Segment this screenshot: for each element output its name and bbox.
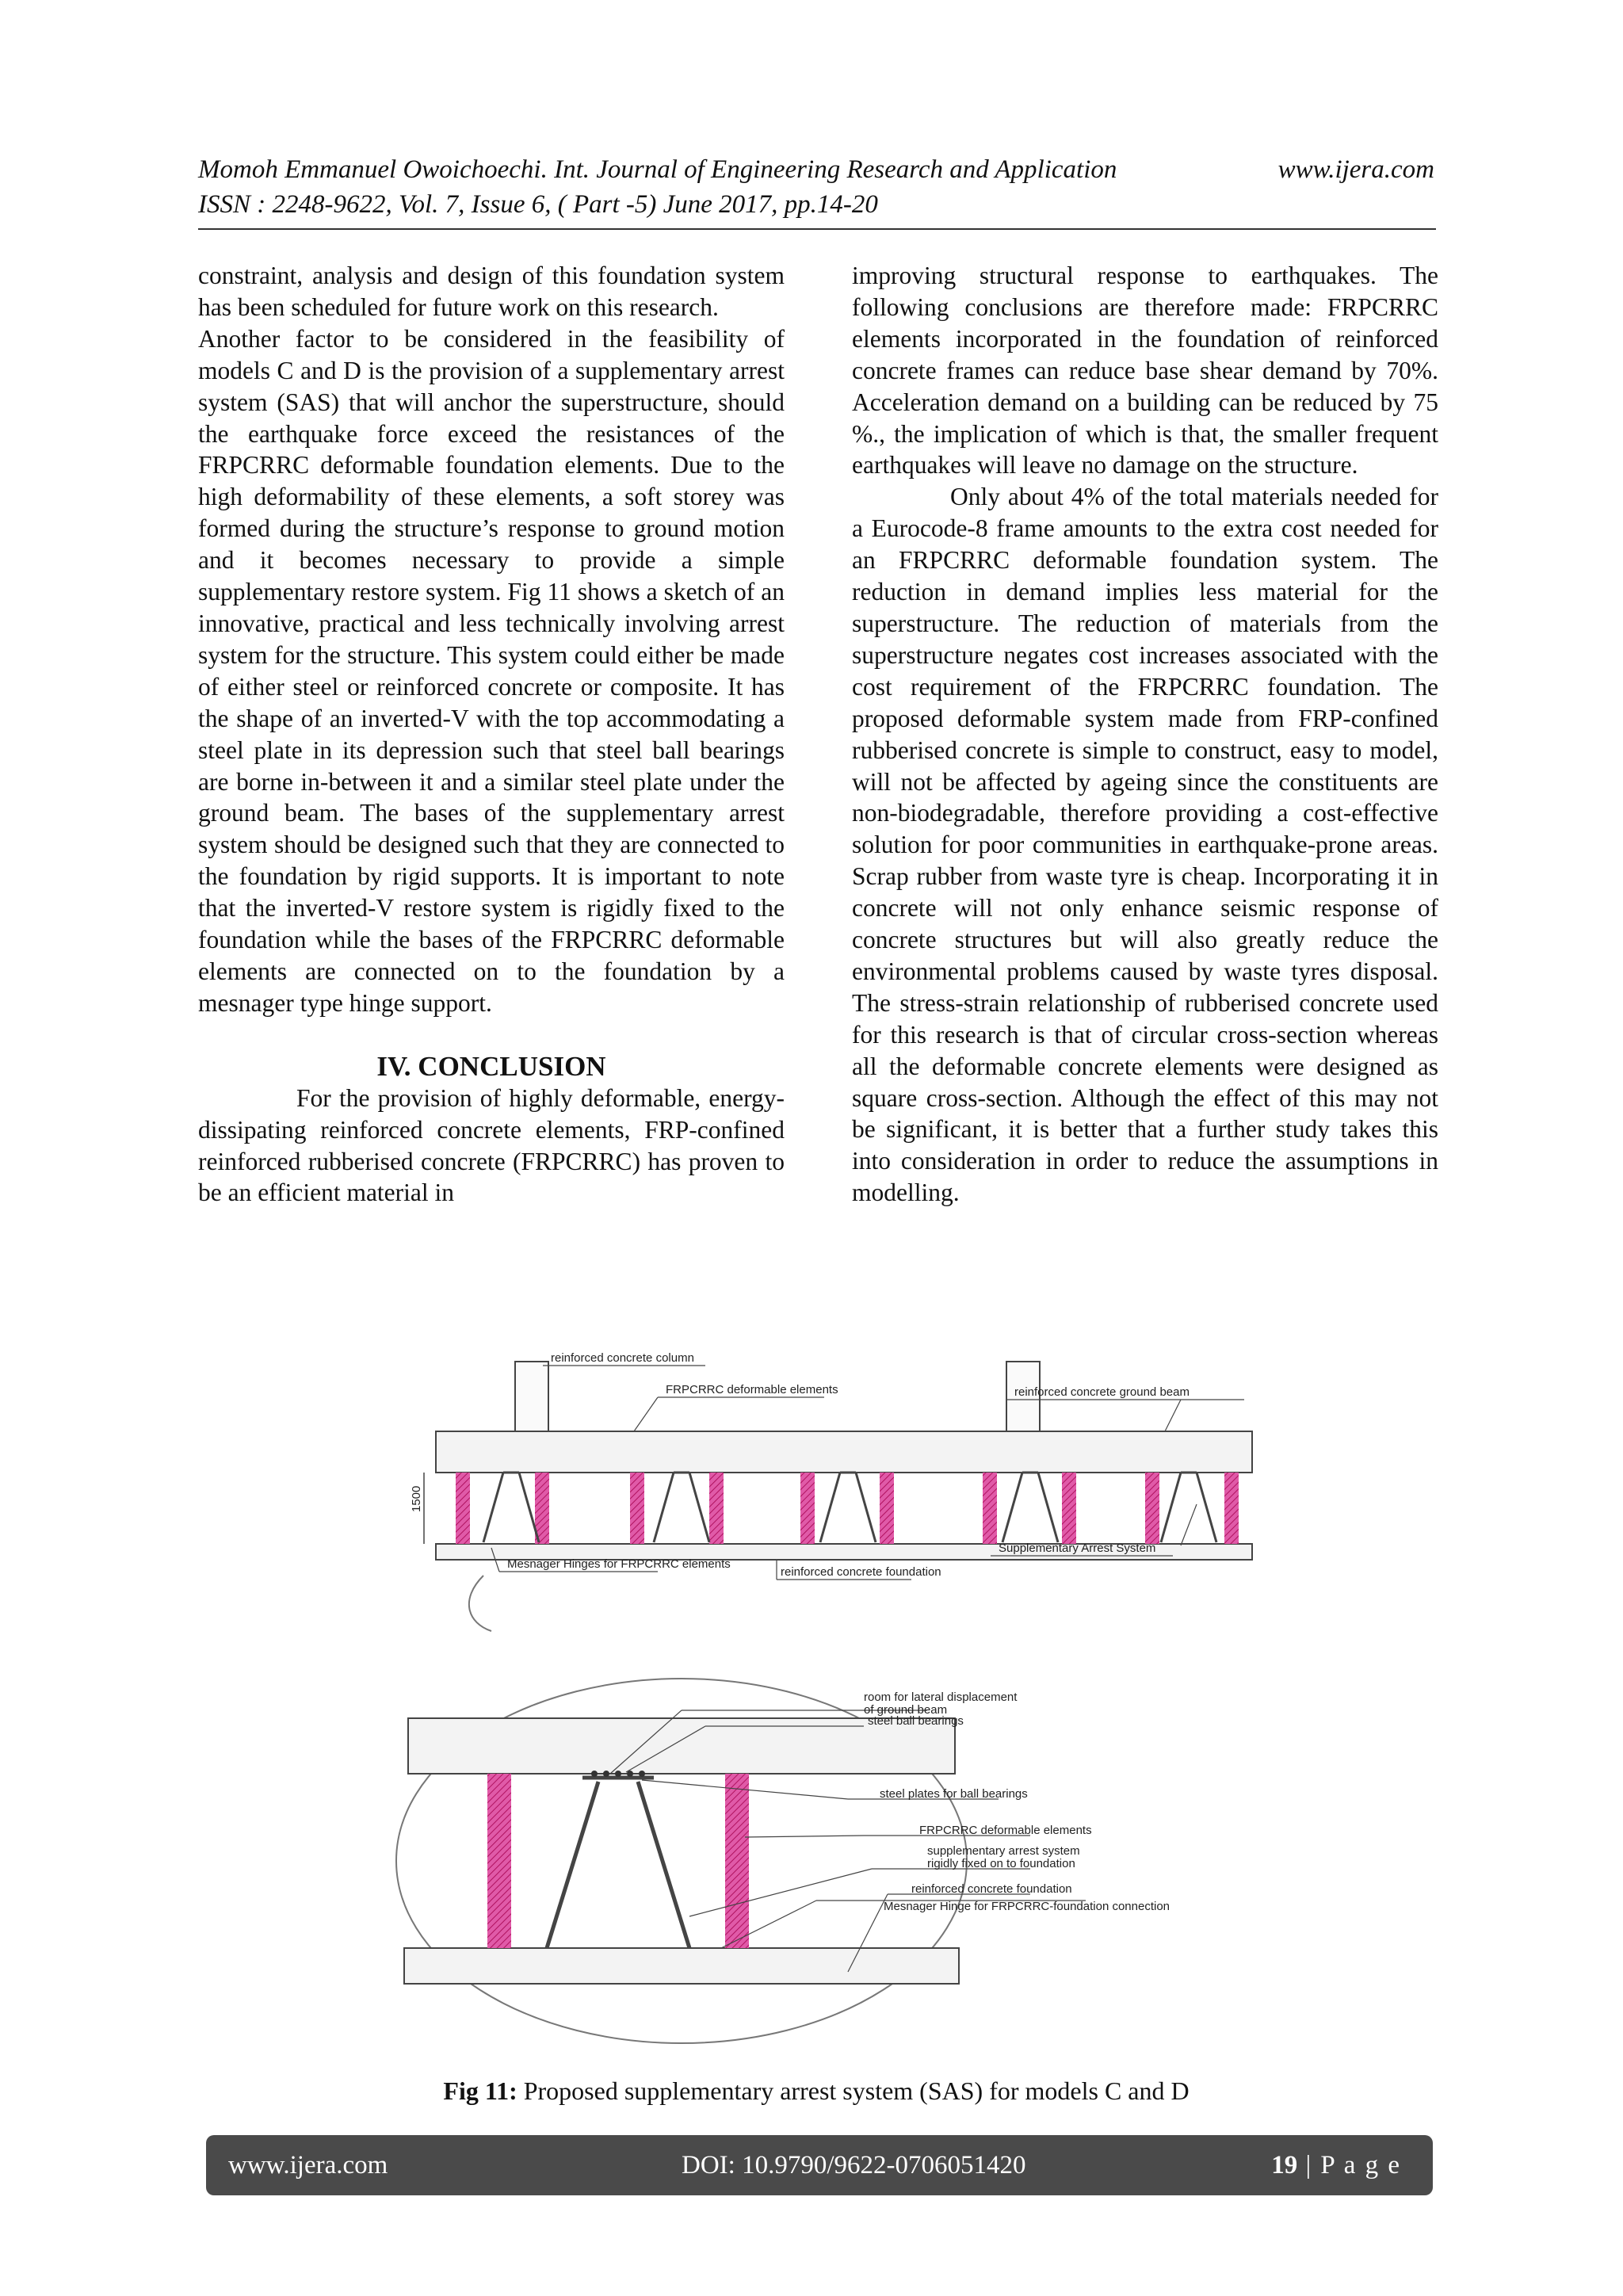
label-room-2: of ground beam [864,1703,948,1717]
left-paragraph-3: For the provision of highly deformable, energy-dissipating reinforced concrete elements, FRP-confined reinforced rubberised concrete (FRPCRRC) has proven to be an efficient material in [198,1083,785,1207]
left-paragraph-1: constraint, analysis and design of this foundation system has been scheduled for future work on this research. [198,262,785,321]
section-heading: IV. CONCLUSION [376,1050,606,1082]
label-sas-2b: rigidly fixed on to foundation [927,1857,1075,1870]
label-foundation: reinforced concrete foundation [781,1565,941,1579]
label-ground-beam: reinforced concrete ground beam [1014,1385,1190,1399]
inverted-v [654,1473,709,1542]
frp-element [1224,1473,1239,1544]
concrete-column-left [515,1362,548,1433]
figure-caption [198,2075,1434,2107]
label-sas: Supplementary Arrest System [999,1541,1156,1555]
frp-element [709,1473,724,1544]
running-header [198,152,1434,222]
dimension-label: 1500 [410,1485,423,1512]
frp-element [800,1473,815,1544]
caption-label: Fig 11: [443,2076,517,2105]
frp-element [1062,1473,1076,1544]
detail-inverted-v [547,1778,689,1948]
detail-foundation [404,1948,959,1984]
inverted-v [1002,1473,1058,1542]
header-rule [198,228,1436,230]
sas-sketch [372,1346,1355,2075]
label-room-1: room for lateral displacement [864,1690,1018,1704]
inverted-v [1161,1473,1216,1542]
right-paragraph-2: Only about 4% of the total materials needed for a Eurocode-8 frame amounts to the extra cost needed for an FRPCRRC deformable foundation system. The reduction in demand implies less material for the superstructure. The reduction of materials from the superstructure negates cost increases associated with the cost requirement of the FRPCRRC foundation. The proposed deformable system made from FRP-confined rubberised concrete is simple to construct, easy to model, will not be affected by ageing since the constituents are non-biodegradable, therefore providing a cost-effective solution for poor communities in earthquake-prone areas. Scrap rubber from waste tyre is cheap. Incorporating it in concrete will not only enhance seismic response of concrete structures but will also greatly reduce the environmental problems caused by waste tyres disposal. The stress-strain relationship of rubberised concrete used for this research is that of circular cross-section whereas all the deformable concrete elements were designed as square cross-section. Although the effect of this may not be significant, it is better that a further study takes this into consideration in order to reduce the assumptions in modelling. [852,483,1438,1207]
detail-frp-element [487,1774,511,1948]
figure-11 [372,1346,1355,2075]
deformable-elements [456,1473,1239,1544]
label-steel-plates: steel plates for ball bearings [880,1787,1028,1801]
callout-arrow [469,1576,491,1631]
page-footer [206,2135,1433,2195]
label-sas-2a: supplementary arrest system [927,1844,1080,1858]
footer-doi: DOI: 10.9790/9622-0706051420 [682,2150,1026,2179]
frp-element [983,1473,997,1544]
right-column [852,260,1438,1209]
page-number: 19 [1271,2150,1298,2179]
inverted-v [483,1473,539,1542]
label-hinges: Mesnager Hinges for FRPCRRC elements [507,1557,731,1571]
caption-text: Proposed supplementary arrest system (SAS) for models C and D [517,2076,1190,2105]
left-paragraph-2: Another factor to be considered in the feasibility of models C and D is the provision of a supplementary arrest system (SAS) that will anchor the superstructure, should the earthquake force exceed the resistances of the FRPCRRC deformable foundation elements. Due to the high deformability of these elements, a soft storey was formed during the structure’s response to ground motion and it becomes necessary to provide a simple supplementary restore system. Fig 11 shows a sketch of an innovative, practical and less technically involving arrest system for the structure. This system could either be made of either steel or reinforced concrete or composite. It has the shape of an inverted-V with the top accommodating a steel plate in its depression such that steel ball bearings are borne in-between it and a similar steel plate under the ground beam. The bases of the supplementary arrest system should be designed such that they are connected to the foundation by rigid supports. It is important to note that the inverted-V restore system is rigidly fixed to the foundation while the bases of the FRPCRRC deformable elements are connected on to the foundation by a mesnager type hinge support. [198,324,785,1017]
label-deformable-2: FRPCRRC deformable elements [919,1824,1092,1837]
label-deformable: FRPCRRC deformable elements [666,1383,838,1396]
lower-detail [396,1679,1170,2043]
label-ball-bearings: steel ball bearings [868,1714,964,1728]
left-column [198,260,785,1209]
header-website: www.ijera.com [1277,155,1434,184]
inverted-v [820,1473,876,1542]
footer-page [1271,2151,1401,2180]
header-issn: ISSN : 2248-9622, Vol. 7, Issue 6, ( Part -5) June 2017, pp.14-20 [198,190,878,219]
detail-frp-element [725,1774,749,1948]
inverted-v-systems [483,1473,1216,1542]
frp-element [456,1473,470,1544]
upper-sketch [410,1351,1252,1631]
page-word: | P a g e [1297,2150,1401,2179]
right-paragraph-1: improving structural response to earthquakes. The following conclusions are therefore made: FRPCRRC elements incorporated in the foundation of reinforced concrete frames can reduce base shear demand by 70%. Acceleration demand on a building can be reduced by 75 %., the implication of which is that, the smaller frequent earthquakes will leave no damage on the structure. [852,262,1438,479]
label-hinge-2: Mesnager Hinge for FRPCRRC-foundation connection [884,1900,1170,1913]
paragraph-gap [198,1019,785,1051]
label-foundation-2: reinforced concrete foundation [911,1882,1072,1896]
header-citation: Momoh Emmanuel Owoichoechi. Int. Journal of Engineering Research and Application [198,155,1117,184]
frp-element [630,1473,644,1544]
frp-element [880,1473,894,1544]
ground-beam [436,1431,1252,1473]
frp-element [1145,1473,1159,1544]
footer-website: www.ijera.com [228,2150,388,2179]
label-column: reinforced concrete column [551,1351,694,1365]
